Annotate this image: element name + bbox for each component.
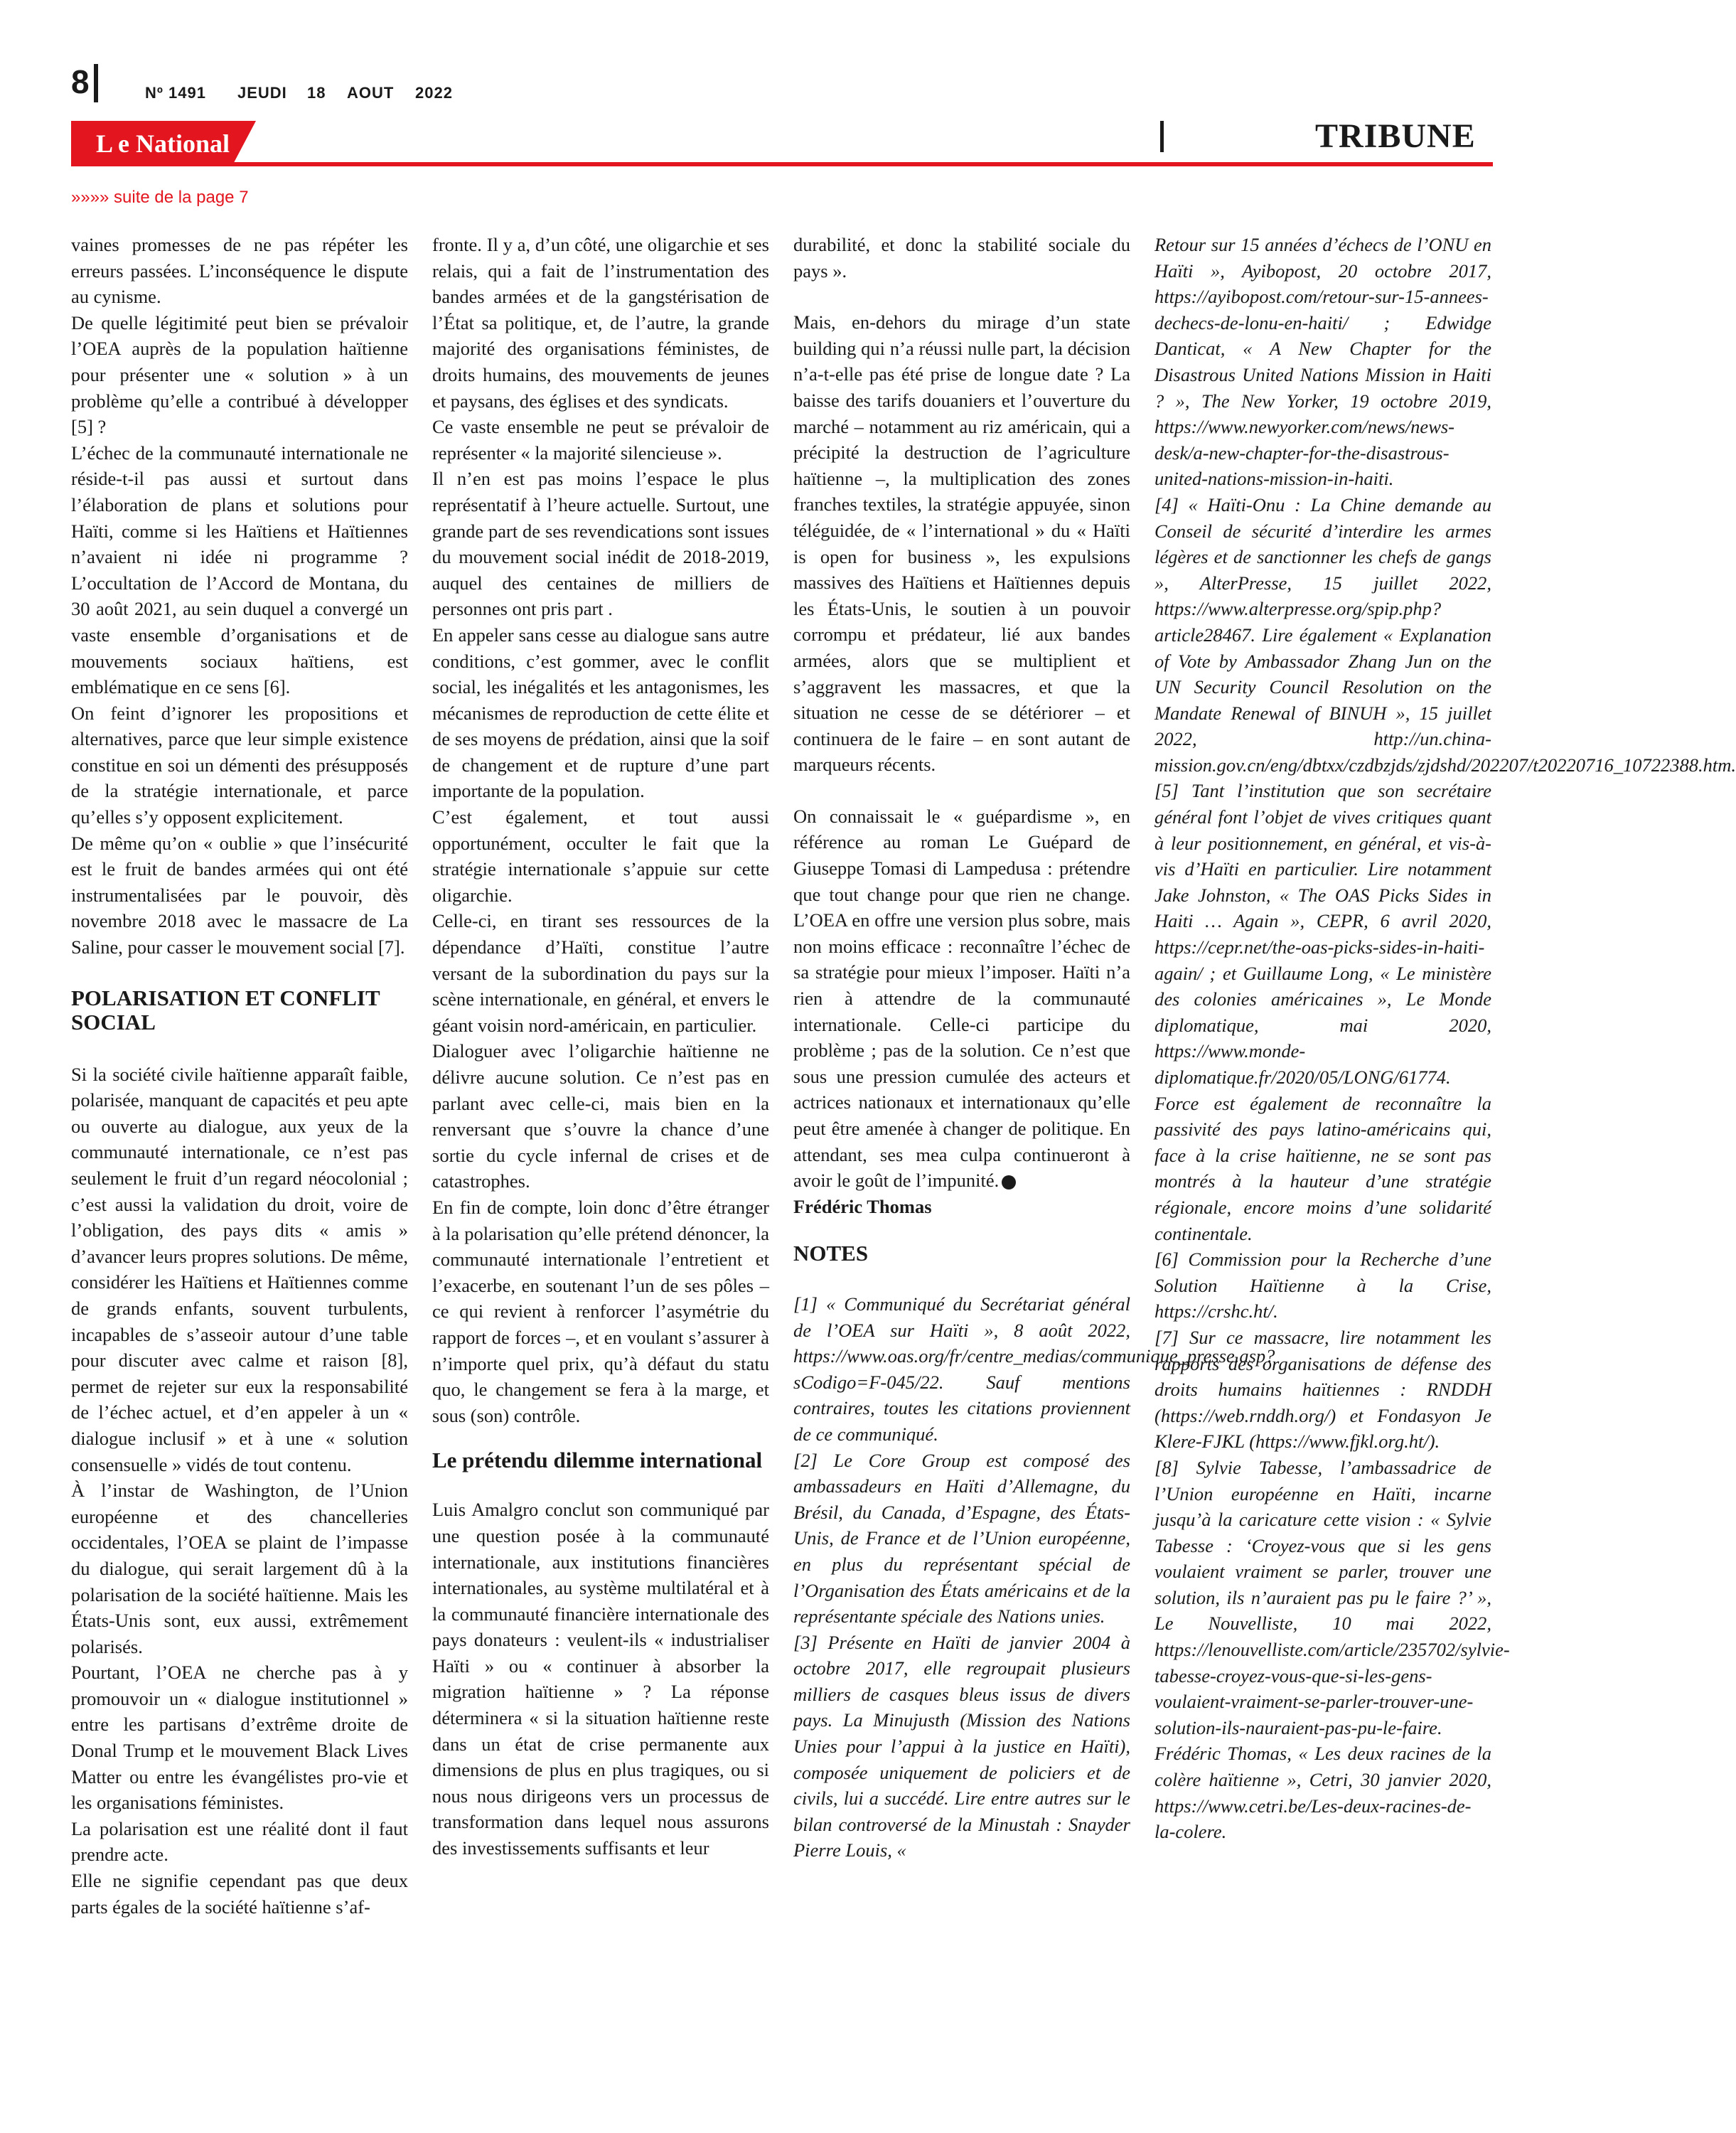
paragraph: À l’instar de Washington, de l’Union européenne et des chancelleries occidentales, l’OEA se plaint de l’impasse du dialogue, qui serait largement dû à la polarisation de la société haïtienne. Mais les États-Unis sont, eux aussi, extrêmement polarisés. [71, 1480, 408, 1657]
newspaper-name: L e National [96, 129, 230, 158]
column-4 [1154, 232, 1736, 1845]
paragraph: Mais, en-dehors du mirage d’un state building qui n’a réussi nulle part, la décision n’a-t-elle pas été prise de longue date ? La baisse des tarifs douaniers et l’ouverture du marché – notamment au riz américain, qui a précipité la destruction de l’agriculture haïtienne –, la multiplication des zones franches textiles, la stratégie appuyée, sinon téléguidée, de « l’international » du « Haïti is open for business », les expulsions massives des Haïtiens et Haïtiennes depuis les États-Unis, le soutien à un pouvoir corrompu et prédateur, lié aux bandes armées, alors que se multiplient et s’aggravent les massacres, et que la situation ne cesse de se détériorer – et continuera de le faire – en sont autant de marqueurs récents. [793, 311, 1130, 776]
paragraph: fronte. Il y a, d’un côté, une oligarchie et ses relais, qui a fait de l’instrumentation des bandes armées et de la gangstérisation de l’État sa politique, et, de l’autre, la grande majorité des organisations féministes, de droits humains, des mouvements de jeunes et paysans, des églises et des syndicats. [432, 234, 769, 412]
paragraph: C’est également, et tout aussi opportunément, occulter le fait que la stratégie internationale s’appuie sur cette oligarchie. [432, 806, 769, 906]
column-3 [793, 232, 1275, 1864]
notes-heading: NOTES [793, 1241, 869, 1266]
paragraph: En fin de compte, loin donc d’être étranger à la polarisation qu’elle prétend dénoncer, la communauté internationale l’entretient et l’exacerbe, en soutenant l’un de ses pôles – ce qui revient à renforcer l’asymétrie du rapport de forces –, et en voulant s’assurer à n’importe quel prix, qu’à défaut du statu quo, le changement se fera à la marge, et sous (son) contrôle. [432, 1196, 769, 1426]
footnote: [3] Présente en Haïti de janvier 2004 à octobre 2017, elle regroupait plusieurs milliers de casques bleus issus de divers pays. La Minujusth (Mission des Nations Unies pour l’appui à la justice en Haïti), composée uniquement de policiers et de civils, lui a succédé. Lire entre autres sur le bilan controversé de la Minustah : Snayder Pierre Louis, « [793, 1631, 1130, 1861]
paragraph: Celle-ci, en tirant ses ressources de la dépendance d’Haïti, constitue l’autre versant de la subordination du pays sur la scène internationale, en général, et envers le géant voisin nord-américain, en particulier. [432, 910, 769, 1036]
paragraph: Il n’en est pas moins l’espace le plus représentatif à l’heure actuelle. Surtout, une grande part de ses revendications sont issues du mouvement social inédit de 2018-2019, auquel des centaines de milliers de personnes ont pris part . [432, 468, 769, 620]
footnote: [5] Tant l’institution que son secrétaire général font l’objet de vives critiques quant à leur positionnement, en général, et vis-à-vis d’Haïti en particulier. Lire notamment Jake Johnston, « The OAS Picks Sides in Haiti … Again », CEPR, 6 avril 2020, https://cepr.net/the-oas-picks-sides-in-haiti-again/ ; et Guillaume Long, « Le ministère des colonies américaines », Le Monde diplomatique, mai 2020, https://www.monde-diplomatique.fr/2020/05/LONG/61774. Force est également de reconnaître la passivité des pays latino-américains qui, face à la crise haïtienne, ne se sont pas montrés à la hauteur d’une stratégie régionale, encore moins d’une solidarité continentale. [1154, 780, 1491, 1244]
column-2 [432, 232, 769, 1861]
paragraph: De même qu’on « oublie » que l’insécurité est le fruit de bandes armées qui ont été instrumentalisées par le pouvoir, dès novembre 2018 avec le massacre de La Saline, pour casser le mouvement social [7]. [71, 832, 408, 958]
continued-from: »»»» suite de la page 7 [71, 188, 249, 207]
paragraph: durabilité, et donc la stabilité sociale du pays ». [793, 234, 1130, 282]
footnote: [4] « Haïti-Onu : La Chine demande au Conseil de sécurité d’interdire les armes légères et de sanctionner les chefs de gangs », AlterPresse, 15 juillet 2022, https://www.alterpresse.org/spip.php?article28467. Lire également « Explanation of Vote by Ambassador Zhang Jun on the UN Security Council Resolution on the Mandate Renewal of BINUH », 15 juillet 2022, http://un.china-mission.gov.cn/eng/dbtxx/czdbzjds/zjdshd/202207/t20220716_10722388.htm. [1154, 493, 1736, 776]
header-rule [71, 162, 1493, 166]
paragraph: Dialoguer avec l’oligarchie haïtienne ne délivre aucune solution. Ce n’est pas en parlant avec celle-ci, mais bien en la renversant que s’ouvre la chance d’une sortie du cycle infernal de crises et de catastrophes. [432, 1040, 769, 1192]
column-1 [71, 232, 408, 1920]
section-heading: POLARISATION ET CONFLIT SOCIAL [71, 985, 380, 1035]
notes-list [793, 1291, 1275, 1864]
issue-number: Nº 1491 [145, 84, 206, 102]
footnote: [1] « Communiqué du Secrétariat général de l’OEA sur Haïti », 8 août 2022, https://www.oas.org/fr/centre_medias/communique_presse.asp?sCodigo=F-045/22. Sauf mentions contraires, toutes les citations proviennent de ce communiqué. [793, 1293, 1275, 1445]
paragraph: En appeler sans cesse au dialogue sans autre conditions, c’est gommer, avec le conflit social, les inégalités et les antagonismes, les mécanismes de reproduction de cette élite et de ses moyens de prédation, ainsi que la soif de changement et de rupture d’une part importante de la population. [432, 624, 769, 802]
footnote: [6] Commission pour la Recherche d’une Solution Haïtienne à la Crise, https://crshc.ht/. [1154, 1249, 1491, 1322]
section-divider [1160, 121, 1164, 152]
issue-month: AOUT [347, 84, 395, 102]
issue-year: 2022 [415, 84, 453, 102]
paragraph: Ce vaste ensemble ne peut se prévaloir de représenter « la majorité silencieuse ». [432, 416, 769, 464]
paragraph: Luis Amalgro conclut son communiqué par une question posée à la communauté internationale, aux institutions financières internationales, au système multilatéral et à la communauté financière internationale des pays donateurs : veulent-ils « industrialiser Haïti » ou « continuer à absorber la migration haïtienne » ? La réponse déterminera « si la situation haïtienne reste dans un état de crise permanente aux dimensions de plus en plus tragiques, ou si nous nous dirigeons vers un processus de transformation dans lequel nous assurons des investissements suffisants et leur [432, 1499, 769, 1859]
paragraph: vaines promesses de ne pas répéter les erreurs passées. L’inconséquence le dispute au cynisme. [71, 234, 408, 308]
footnote: [8] Sylvie Tabesse, l’ambassadrice de l’Union européenne en Haïti, incarne jusqu’à la caricature cette vision : « Sylvie Tabesse : ‘Croyez-vous que si les gens voulaient vraiment se parler, trouver une solution, ils n’auraient pas pu le faire ?’ », Le Nouvelliste, 10 mai 2022, https://lenouvelliste.com/article/235702/sylvie-tabesse-croyez-vous-que-si-les-gens-voulaient-vraiment-se-parler-trouver-une-solution-ils-nauraient-pas-pu-le-faire. [1154, 1456, 1510, 1738]
section-heading: Le prétendu dilemme international [432, 1448, 763, 1473]
section-title: TRIBUNE [1315, 117, 1476, 155]
paragraph: On feint d’ignorer les propositions et alternatives, parce que leur simple existence constitue en soi un démenti des présupposés de la stratégie internationale, et parce qu’elles s’y opposent explicitement. [71, 702, 408, 828]
author-signature: Frédéric Thomas [793, 1195, 932, 1217]
footnote: Frédéric Thomas, « Les deux racines de la colère haïtienne », Cetri, 30 janvier 2020, https://www.cetri.be/Les-deux-racines-de-la-colere. [1154, 1743, 1491, 1843]
paragraph: La polarisation est une réalité dont il faut prendre acte. [71, 1817, 408, 1866]
page-number: 8 [71, 63, 90, 100]
issue-day: 18 [307, 84, 326, 102]
footnote: [2] Le Core Group est composé des ambassadeurs en Haïti d’Allemagne, du Brésil, du Canada, d’Espagne, des États-Unis, de France et de l’Union européenne, en plus du représentant spécial de l’Organisation des États américains et de la représentante spéciale des Nations unies. [793, 1449, 1130, 1627]
paragraph: L’échec de la communauté internationale ne réside-t-il pas aussi et surtout dans l’élaboration de plans et solutions pour Haïti, comme si les Haïtiens et Haïtiennes n’avaient ni idée ni programme ? L’occultation de l’Accord de Montana, du 30 août 2021, au sein duquel a convergé un vaste ensemble d’organisations et de mouvements sociaux haïtiens, est emblématique en ce sens [6]. [71, 442, 408, 698]
issue-weekday: JEUDI [237, 84, 287, 102]
paragraph: Si la société civile haïtienne apparaît faible, polarisée, manquant de capacités et peu apte ou ouverte au dialogue, aux yeux de la communauté internationale, ce n’est pas seulement le fruit d’un regard néocolonial ; c’est aussi la validation du droit, voire de l’obligation, des pays dits « amis » d’avancer leurs propres solutions. De même, considérer les Haïtiens et Haïtiennes comme de grands enfants, souvent turbulents, incapables de s’asseoir autour d’une table pour discuter avec calme et raison [8], permet de rejeter sur eux la responsabilité de l’échec actuel, et d’en appeler à un « dialogue inclusif » et à une « solution consensuelle » vidés de tout contenu. [71, 1063, 408, 1475]
end-mark-icon [1002, 1175, 1016, 1190]
paragraph-text: On connaissait le « guépardisme », en référence au roman Le Guépard de Giuseppe Tomasi di Lampedusa : prétendre que tout change pour que rien ne change. L’OEA en offre une version plus sobre, mais non moins efficace : reconnaître l’échec de sa stratégie pour mieux l’imposer. Haïti n’a rien à attendre de la communauté internationale. Celle-ci participe du problème ; pas de la solution. Ce n’est que sous une pression cumulée des acteurs et actrices nationaux et internationaux qu’elle peut être amenée à changer de politique. En attendant, ses mea culpa continueront à avoir le goût de l’impunité. [793, 805, 1130, 1192]
paragraph: Pourtant, l’OEA ne cherche pas à y promouvoir un « dialogue institutionnel » entre les partisans d’extrême droite de Donal Trump et le mouvement Black Lives Matter ou entre les évangélistes pro-vie et les organisations féministes. [71, 1662, 408, 1814]
paragraph: Elle ne signifie cependant pas que deux parts égales de la société haïtienne s’af- [71, 1870, 408, 1918]
paragraph [793, 803, 1130, 1194]
page-number-divider [94, 64, 98, 102]
footnote: [7] Sur ce massacre, lire notamment les rapports des organisations de défense des droits humains haïtiennes : RNDDH (https://web.rnddh.org/) et Fondasyon Je Klere-FJKL (https://www.fjkl.org.ht/). [1154, 1326, 1491, 1453]
footnote: Retour sur 15 années d’échecs de l’ONU en Haïti », Ayibopost, 20 octobre 2017, https://ayibopost.com/retour-sur-15-annees-dechecs-de-lonu-en-haiti/ ; Edwidge Danticat, « A New Chapter for the Disastrous United Nations Mission in Haiti ? », The New Yorker, 19 octobre 2019, https://www.newyorker.com/news/news-desk/a-new-chapter-for-the-disastrous-united-nations-mission-in-haiti. [1154, 234, 1491, 490]
paragraph: De quelle légitimité peut bien se prévaloir l’OEA auprès de la population haïtienne pour présenter une « solution » à un problème qu’elle a contribué à développer [5] ? [71, 311, 408, 438]
